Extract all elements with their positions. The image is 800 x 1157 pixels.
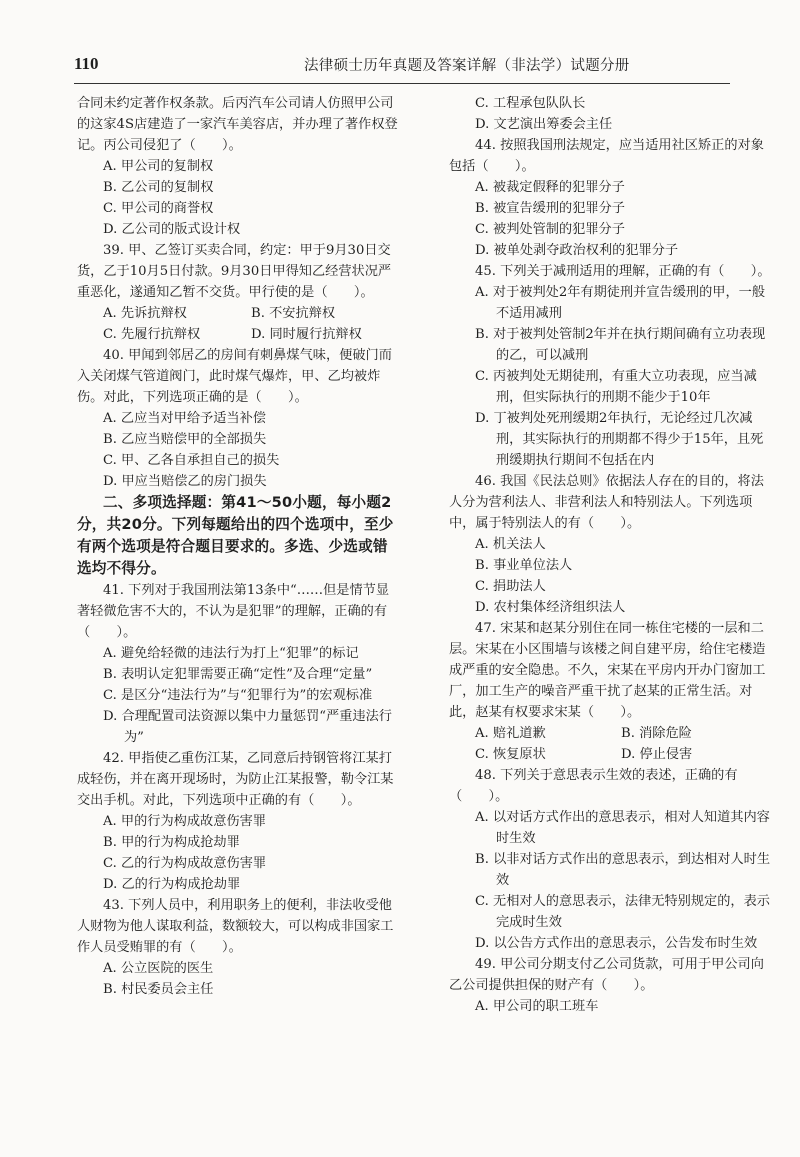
q41-option-b: B. 表明认定犯罪需要正确“定性”及合理“定量”	[103, 667, 373, 682]
question-42-stem: 42. 甲指使乙重伤江某，乙同意后持钢管将江某打成轻伤，并在离开现场时，为防止江某报警，勒令江某交出手机。对此，下列选项中正确的有（ ）。	[77, 751, 394, 808]
q44-option-d: D. 被单处剥夺政治权利的犯罪分子	[475, 243, 679, 258]
running-title: 法律硕士历年真题及答案详解（非法学）试题分册	[304, 58, 630, 74]
question-45-stem: 45. 下列关于减刑适用的理解，正确的有（ ）。	[475, 264, 771, 279]
q41-option-a: A. 避免给轻微的违法行为打上“犯罪”的标记	[103, 646, 359, 661]
q47-option-b: B. 消除危险	[621, 726, 692, 741]
q39-option-d: D. 同时履行抗辩权	[251, 327, 362, 342]
q38-option-c: C. 甲公司的商誉权	[103, 201, 214, 216]
q46-option-c: C. 捐助法人	[475, 579, 546, 594]
q49-option-a: A. 甲公司的职工班车	[475, 999, 599, 1014]
q43-option-c: C. 工程承包队队长	[475, 96, 586, 111]
q42-option-d: D. 乙的行为构成抢劫罪	[103, 877, 241, 892]
question-43-stem: 43. 下列人员中，利用职务上的便利，非法收受他人财物为他人谋取利益，数额较大，可以构成非国家工作人员受贿罪的有（ ）。	[77, 898, 394, 955]
q47-option-c: C. 恢复原状	[475, 747, 546, 762]
q40-option-b: B. 乙应当赔偿甲的全部损失	[103, 432, 267, 447]
header-rule	[74, 83, 730, 84]
q39-options-row-2	[77, 324, 399, 345]
q45-option-d: D. 丁被判处死刑缓期2年执行，无论经过几次减刑，其实际执行的刑期都不得少于15年，且死刑缓期执行期间不包括在内	[475, 411, 764, 468]
question-39-stem: 39. 甲、乙签订买卖合同，约定：甲于9月30日交货，乙于10月5日付款。9月30日甲得知乙经营状况严重恶化，遂通知乙暂不交货。甲行使的是（ ）。	[77, 243, 392, 300]
question-38-stem-continued: 合同未约定著作权条款。后丙汽车公司请人仿照甲公司的这家4S店建造了一家汽车美容店，并办理了著作权登记。丙公司侵犯了（ ）。	[77, 96, 398, 153]
q41-option-d: D. 合理配置司法资源以集中力量惩罚“严重违法行为”	[103, 709, 392, 745]
q38-option-d: D. 乙公司的版式设计权	[103, 222, 241, 237]
question-44-stem: 44. 按照我国刑法规定，应当适用社区矫正的对象包括（ ）。	[449, 138, 764, 174]
q45-option-b: B. 对于被判处管制2年并在执行期间确有立功表现的乙，可以减刑	[475, 327, 766, 363]
q46-option-a: A. 机关法人	[475, 537, 546, 552]
q43-option-b: B. 村民委员会主任	[103, 982, 214, 997]
q38-option-b: B. 乙公司的复制权	[103, 180, 214, 195]
q39-option-c: C. 先履行抗辩权	[103, 327, 201, 342]
right-column	[449, 93, 771, 1017]
q43-option-d: D. 文艺演出筹委会主任	[475, 117, 613, 132]
page-number: 110	[74, 54, 99, 73]
question-40-stem: 40. 甲闻到邻居乙的房间有刺鼻煤气味，便破门而入关闭煤气管道阀门，此时煤气爆炸，甲、乙均被炸伤。对此，下列选项正确的是（ ）。	[77, 348, 392, 405]
q48-option-c: C. 无相对人的意思表示，法律无特别规定的，表示完成时生效	[475, 894, 770, 930]
question-48-stem: 48. 下列关于意思表示生效的表述，正确的有（ ）。	[449, 768, 738, 804]
q46-option-d: D. 农村集体经济组织法人	[475, 600, 626, 615]
q42-option-b: B. 甲的行为构成抢劫罪	[103, 835, 240, 850]
q45-option-c: C. 丙被判处无期徒刑，有重大立功表现，应当减刑，但实际执行的刑期不能少于10年	[475, 369, 757, 405]
section-2-heading: 二、多项选择题：第41～50小题，每小题2分，共20分。下列每题给出的四个选项中，至少有两个选项是符合题目要求的。多选、少选或错选均不得分。	[77, 494, 394, 577]
question-49-stem: 49. 甲公司分期支付乙公司货款，可用于甲公司向乙公司提供担保的财产有（ ）。	[449, 957, 764, 993]
question-47-stem: 47. 宋某和赵某分别住在同一栋住宅楼的一层和二层。宋某在小区围墙与该楼之间自建平房，给住宅楼造成严重的安全隐患。不久，宋某在平房内开办门窗加工厂，加工生产的噪音严重干扰了赵某的正常生活。对此，赵某有权要求宋某（ ）。	[449, 621, 766, 720]
q47-option-a: A. 赔礼道歉	[475, 726, 546, 741]
q40-option-a: A. 乙应当对甲给予适当补偿	[103, 411, 266, 426]
q44-option-b: B. 被宣告缓刑的犯罪分子	[475, 201, 625, 216]
q39-option-a: A. 先诉抗辩权	[103, 306, 187, 321]
q40-option-d: D. 甲应当赔偿乙的房门损失	[103, 474, 267, 489]
q42-option-c: C. 乙的行为构成故意伤害罪	[103, 856, 267, 871]
q41-option-c: C. 是区分“违法行为”与“犯罪行为”的宏观标准	[103, 688, 373, 703]
q45-option-a: A. 对于被判处2年有期徒刑并宣告缓刑的甲，一般不适用减刑	[475, 285, 766, 321]
q44-option-c: C. 被判处管制的犯罪分子	[475, 222, 625, 237]
left-column	[77, 93, 399, 1000]
q39-option-b: B. 不安抗辩权	[251, 306, 336, 321]
q48-option-a: A. 以对话方式作出的意思表示，相对人知道其内容时生效	[475, 810, 770, 846]
q47-options-row-2	[449, 744, 771, 765]
q40-option-c: C. 甲、乙各自承担自己的损失	[103, 453, 280, 468]
q38-option-a: A. 甲公司的复制权	[103, 159, 214, 174]
page-header	[74, 48, 724, 78]
q42-option-a: A. 甲的行为构成故意伤害罪	[103, 814, 266, 829]
q47-options-row-1	[449, 723, 771, 744]
q48-option-b: B. 以非对话方式作出的意思表示，到达相对人时生效	[475, 852, 771, 888]
q43-option-a: A. 公立医院的医生	[103, 961, 214, 976]
q44-option-a: A. 被裁定假释的犯罪分子	[475, 180, 625, 195]
question-41-stem: 41. 下列对于我国刑法第13条中“……但是情节显著轻微危害不大的，不认为是犯罪”的理解，正确的有（ ）。	[77, 583, 390, 640]
q46-option-b: B. 事业单位法人	[475, 558, 573, 573]
q39-options-row-1	[77, 303, 399, 324]
q48-option-d: D. 以公告方式作出的意思表示，公告发布时生效	[475, 936, 758, 951]
question-46-stem: 46. 我国《民法总则》依据法人存在的目的，将法人分为营利法人、非营利法人和特别法人。下列选项中，属于特别法人的有（ ）。	[449, 474, 764, 531]
q47-option-d: D. 停止侵害	[621, 747, 693, 762]
